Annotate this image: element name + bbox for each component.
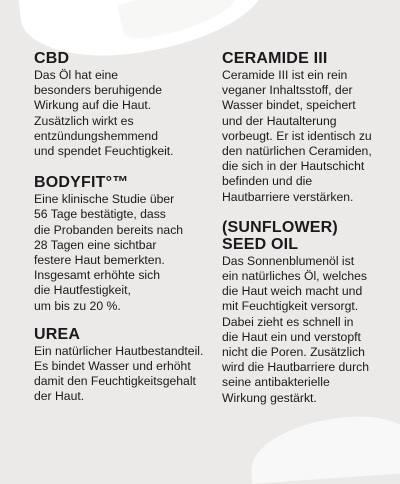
ingredient-heading: CBD (34, 50, 70, 67)
right-column (222, 50, 382, 406)
ingredient-sunflower-seed-oil (222, 219, 382, 406)
ingredient-heading: (SUNFLOWER) SEED OIL (222, 218, 338, 253)
ingredient-description: Das Sonnenblumenöl ist ein natürliches Öl, welches die Haut weich macht und mit Feuchtigkeit versorgt. Dabei zieht es schnell in die Haut ein und verstopft nicht die Poren. Zusätzlich wird die Hautbarriere durch seine antibakterielle Wirkung gestärkt. (222, 253, 369, 405)
ingredient-description: Ein natürlicher Hautbestandteil. Es bindet Wasser und erhöht damit den Feuchtigkeitsgehalt der Haut. (34, 343, 204, 404)
ingredient-heading: CERAMIDE III (222, 50, 328, 67)
left-column (34, 50, 210, 405)
ingredient-description: Ceramide III ist ein rein veganer Inhaltsstoff, der Wasser bindet, speichert und der Hautalterung vorbeugt. Er ist identisch zu den natürlichen Ceramiden, die sich in der Hautschicht befinden und die Hautbarriere verstärken. (222, 68, 372, 204)
ingredient-heading: BODYFIT°™ (34, 174, 129, 192)
ingredient-heading: UREA (34, 325, 81, 343)
cream-texture-bottom (248, 412, 400, 484)
ingredient-urea (34, 326, 210, 405)
ingredient-description: Eine klinische Studie über 56 Tage bestätigte, dass die Probanden bereits nach 28 Tagen eine sichtbar festere Haut bemerkten. Insgesamt erhöhte sich die Hautfestigkeit, um bis zu 20 %. (34, 192, 184, 313)
ingredient-ceramide-iii (222, 50, 382, 205)
ingredient-description: Das Öl hat eine besonders beruhigende Wirkung auf die Haut. Zusätzlich wirkt es entzündungshemmend und spendet Feuchtigkeit. (34, 68, 174, 159)
ingredient-cbd (34, 50, 210, 159)
ingredient-bodyfit (34, 174, 210, 314)
